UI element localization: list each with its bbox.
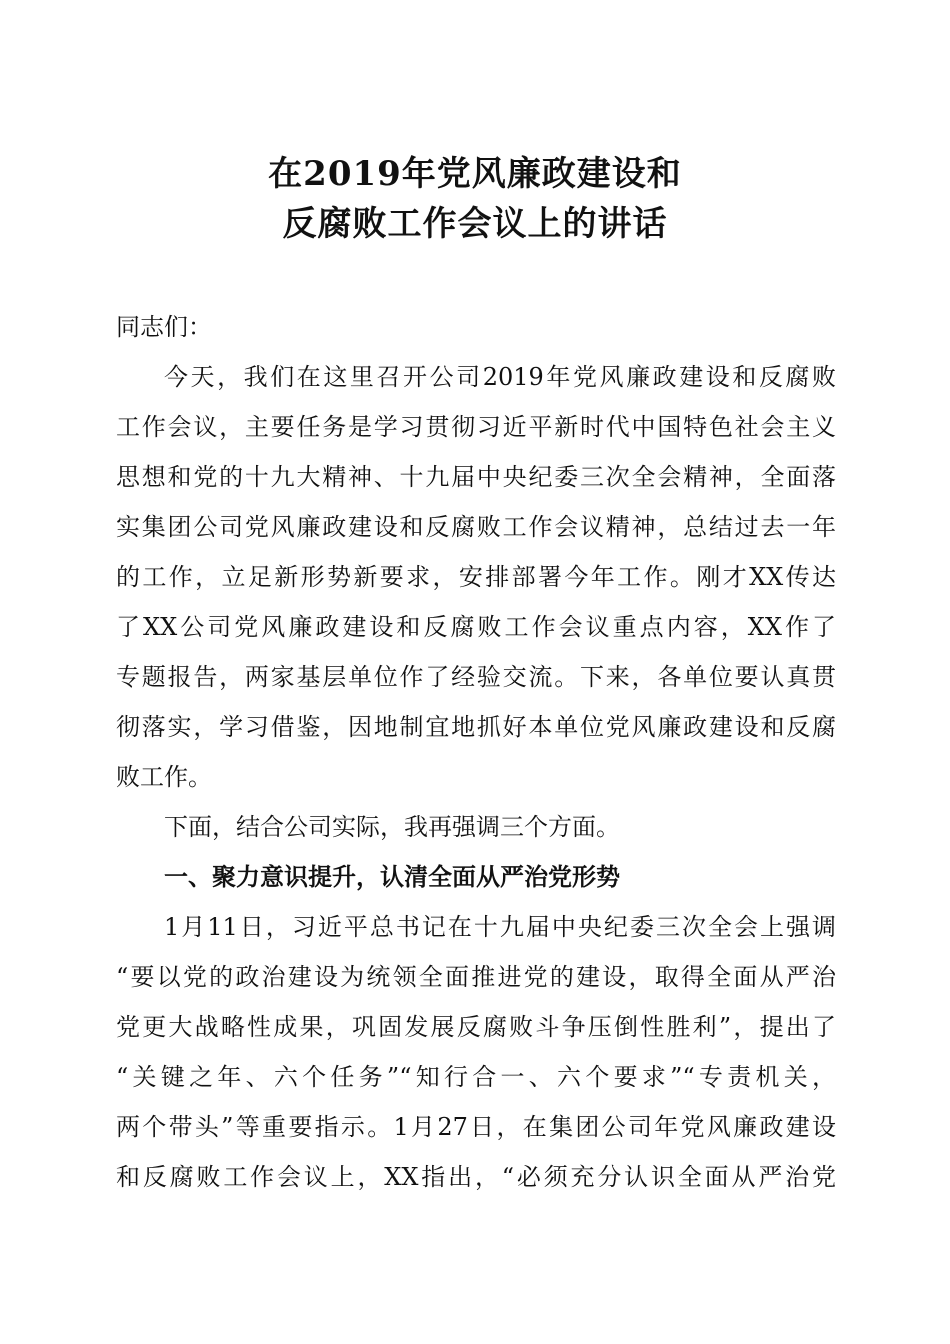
paragraph-1-line-8: 彻落实，学习借鉴，因地制宜地抓好本单位党风廉政建设和反腐	[116, 713, 836, 741]
paragraph-3-line-4: “关键之年、六个任务”“知行合一、六个要求”“专责机关，	[116, 1063, 836, 1091]
paragraph-1-line-9: 败工作。	[116, 763, 212, 791]
paragraph-3-line-1: 1月11日，习近平总书记在十九届中央纪委三次全会上强调	[164, 913, 836, 941]
paragraph-3-line-2: “要以党的政治建设为统领全面推进党的建设，取得全面从严治	[116, 963, 836, 991]
paragraph-3-line-3: 党更大战略性成果，巩固发展反腐败斗争压倒性胜利”，提出了	[116, 1013, 836, 1041]
paragraph-1-line-3: 思想和党的十九大精神、十九届中央纪委三次全会精神，全面落	[116, 463, 836, 491]
paragraph-2: 下面，结合公司实际，我再强调三个方面。	[164, 813, 620, 841]
paragraph-3-line-6: 和反腐败工作会议上，XX指出，“必须充分认识全面从严治党	[116, 1163, 836, 1191]
paragraph-1-line-2: 工作会议，主要任务是学习贯彻习近平新时代中国特色社会主义	[116, 413, 836, 441]
paragraph-1-line-4: 实集团公司党风廉政建设和反腐败工作会议精神，总结过去一年	[116, 513, 836, 541]
paragraph-3-line-5: 两个带头”等重要指示。1月27日，在集团公司年党风廉政建设	[116, 1113, 836, 1141]
paragraph-1-line-6: 了XX公司党风廉政建设和反腐败工作会议重点内容，XX作了	[116, 613, 836, 641]
title-line-1: 在2019年党风廉政建设和	[268, 154, 682, 194]
section-heading-1: 一、聚力意识提升，认清全面从严治党形势	[164, 862, 620, 891]
paragraph-1-line-1: 今天，我们在这里召开公司2019年党风廉政建设和反腐败	[164, 363, 836, 391]
salutation: 同志们：	[116, 313, 212, 341]
paragraph-1-line-5: 的工作，立足新形势新要求，安排部署今年工作。刚才XX传达	[116, 563, 836, 591]
paragraph-1-line-7: 专题报告，两家基层单位作了经验交流。下来，各单位要认真贯	[116, 663, 836, 691]
title-line-2: 反腐败工作会议上的讲话	[282, 204, 668, 244]
